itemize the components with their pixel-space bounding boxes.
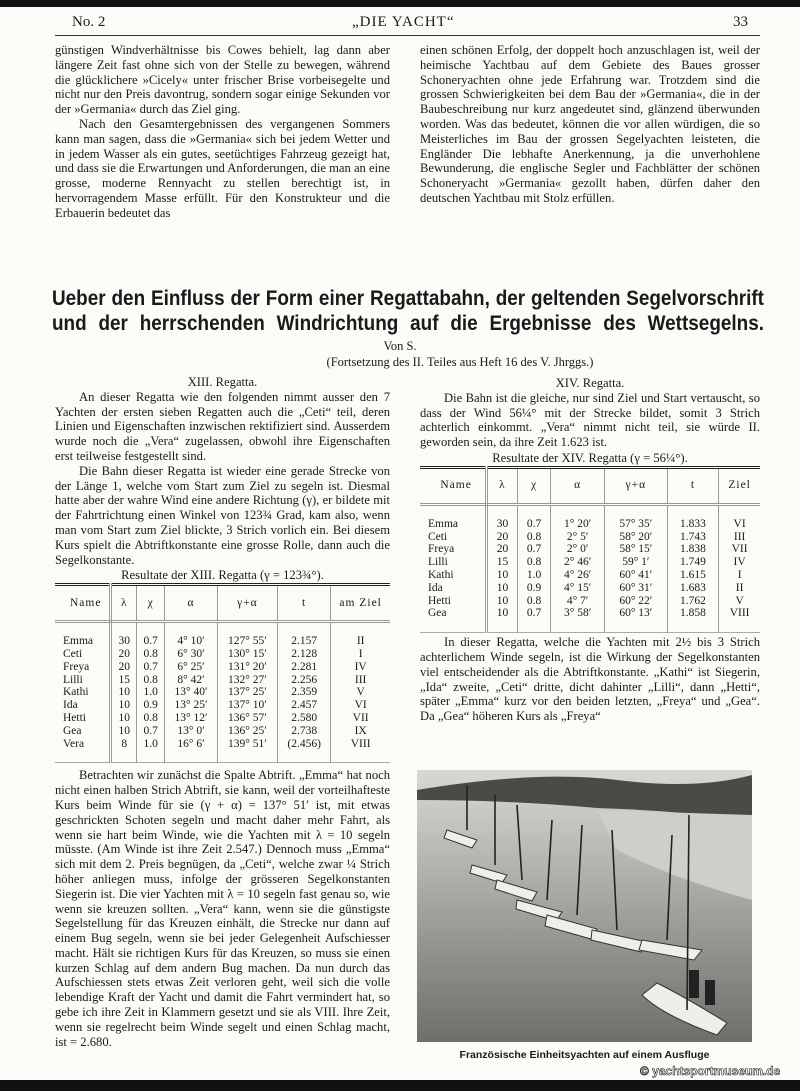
- table-cell: 30: [487, 504, 518, 530]
- table-cell: 1° 20′: [551, 504, 605, 530]
- table-cell: 2° 5′: [551, 531, 605, 544]
- table-cell: 6° 25′: [165, 661, 218, 674]
- table-cell: 10: [487, 595, 518, 608]
- table-cell: 8: [111, 738, 137, 763]
- table-cell: 1.743: [667, 531, 719, 544]
- table-cell: 2.281: [277, 661, 330, 674]
- table-cell: IV: [719, 556, 760, 569]
- table-cell: 4° 10′: [165, 622, 218, 648]
- table-cell: VI: [719, 504, 760, 530]
- table-cell: Hetti: [55, 712, 111, 725]
- table-cell: Freya: [55, 661, 111, 674]
- table-cell: 58° 15′: [604, 543, 667, 556]
- header-rule: [55, 35, 760, 36]
- table-cell: 0.8: [517, 556, 551, 569]
- table-row: [420, 582, 760, 595]
- table-cell: 130° 15′: [217, 648, 277, 661]
- table-cell: 0.7: [137, 622, 165, 648]
- table-cell: 0.7: [137, 725, 165, 738]
- table-caption: Resultate der XIV. Regatta (γ = 56¼°).: [492, 450, 688, 465]
- photo-caption: Französische Einheitsyachten auf einem Ausfluge: [459, 1049, 710, 1061]
- table-cell: Ida: [55, 699, 111, 712]
- column-header: t: [667, 467, 719, 504]
- table-cell: 1.858: [667, 607, 719, 632]
- table-cell: 57° 35′: [604, 504, 667, 530]
- column-header: Name: [420, 467, 487, 504]
- table-cell: Vera: [55, 738, 111, 763]
- table-cell: 1.833: [667, 504, 719, 530]
- table-cell: Hetti: [420, 595, 487, 608]
- table-cell: 13° 12′: [165, 712, 218, 725]
- table-caption: Resultate der XIII. Regatta (γ = 123¾°).: [121, 568, 324, 583]
- table-cell: 0.8: [137, 648, 165, 661]
- table-cell: 0.7: [517, 504, 551, 530]
- table-cell: 137° 25′: [217, 686, 277, 699]
- table-cell: 137° 10′: [217, 699, 277, 712]
- column-header: χ: [137, 585, 165, 622]
- column-header: α: [165, 585, 218, 622]
- table-cell: Kathi: [55, 686, 111, 699]
- table-cell: 13° 40′: [165, 686, 218, 699]
- table-cell: Ida: [420, 582, 487, 595]
- table-row: [55, 648, 390, 661]
- column-header: γ+α: [217, 585, 277, 622]
- table-row: [55, 661, 390, 674]
- table-cell: 8° 42′: [165, 674, 218, 687]
- top-right-column: [420, 43, 760, 206]
- table-row: [55, 622, 390, 648]
- table-cell: 2° 46′: [551, 556, 605, 569]
- table-cell: 2.256: [277, 674, 330, 687]
- table-cell: 15: [111, 674, 137, 687]
- table-cell: 0.8: [137, 712, 165, 725]
- table-cell: 0.9: [517, 582, 551, 595]
- table-row: [420, 607, 760, 632]
- table-cell: 1.683: [667, 582, 719, 595]
- table-cell: 10: [111, 712, 137, 725]
- table-row: [55, 725, 390, 738]
- table-row: [55, 738, 390, 763]
- table-row: [420, 543, 760, 556]
- paragraph: Die Bahn dieser Regatta ist wieder eine gerade Strecke von der Länge 1, welche vom Start zum Ziel zu segeln ist. Diesmal hatte aber der wahre Wind eine andere Richtung (γ), er bildete mit der Fahrtrichtung einen Winkel von 123¾ Grad, kam also, wenn man vom Start zum Ziel blickte, 3 Strich vorlich ein. Bei diesem Kurs spielt die Abtriftkonstante eine grosse Rolle, dann auch die Segelkonstante.: [55, 463, 390, 567]
- table-cell: II: [331, 622, 390, 648]
- table-cell: 136° 57′: [217, 712, 277, 725]
- table-cell: VII: [331, 712, 390, 725]
- table-cell: 4° 15′: [551, 582, 605, 595]
- table-cell: VIII: [331, 738, 390, 763]
- table-row: [55, 674, 390, 687]
- table-cell: Kathi: [420, 569, 487, 582]
- table-cell: 0.8: [517, 595, 551, 608]
- table-cell: 58° 20′: [604, 531, 667, 544]
- column-header: γ+α: [604, 467, 667, 504]
- table-cell: 2.359: [277, 686, 330, 699]
- table-cell: IV: [331, 661, 390, 674]
- table-cell: 0.7: [517, 543, 551, 556]
- column-header: Name: [55, 585, 111, 622]
- table-cell: 30: [111, 622, 137, 648]
- table-cell: 59° 1′: [604, 556, 667, 569]
- table-cell: 10: [487, 582, 518, 595]
- table-cell: VII: [719, 543, 760, 556]
- table-row: [55, 686, 390, 699]
- table-cell: Emma: [420, 504, 487, 530]
- table-cell: 131° 20′: [217, 661, 277, 674]
- table-cell: 139° 51′: [217, 738, 277, 763]
- table-cell: Ceti: [55, 648, 111, 661]
- table-cell: 1.838: [667, 543, 719, 556]
- table-cell: 10: [487, 607, 518, 632]
- table-cell: 13° 25′: [165, 699, 218, 712]
- table-row: [420, 556, 760, 569]
- table-cell: 10: [111, 725, 137, 738]
- table-cell: 20: [111, 661, 137, 674]
- table-cell: 2.580: [277, 712, 330, 725]
- column-header: λ: [111, 585, 137, 622]
- table-cell: 1.0: [137, 738, 165, 763]
- table-cell: 2.128: [277, 648, 330, 661]
- table-row: [420, 504, 760, 530]
- table-cell: I: [719, 569, 760, 582]
- table-cell: 10: [111, 699, 137, 712]
- table-cell: 13° 0′: [165, 725, 218, 738]
- table-cell: 127° 55′: [217, 622, 277, 648]
- article-title: Ueber den Einfluss der Form einer Regattabahn, der geltenden Segelvorschrift und der herrschenden Windrichtung auf die Ergebnisse des Wettsegelns.: [52, 286, 764, 335]
- table-cell: 1.615: [667, 569, 719, 582]
- column-header: α: [551, 467, 605, 504]
- column-header: t: [277, 585, 330, 622]
- table-cell: Gea: [420, 607, 487, 632]
- paragraph: An dieser Regatta wie den folgenden nimmt ausser den 7 Yachten der ersten sieben Regatten auch die „Ceti“ teil, deren Linien und Eigenschaften inzwischen rektifiziert sind. Ausserdem wurde noch die „Vera“ zugelassen, obwohl ihre Eigenschaften erst teilweise festgestellt sind.: [55, 389, 390, 463]
- table-cell: 4° 7′: [551, 595, 605, 608]
- table-cell: 0.7: [137, 661, 165, 674]
- table-row: [55, 699, 390, 712]
- table-cell: 16° 6′: [165, 738, 218, 763]
- article-author: Von S.: [383, 339, 417, 353]
- paragraph: Betrachten wir zunächst die Spalte Abtrift. „Emma“ hat noch nicht einen halben Strich Abtrift, sie kann, weil der vorteilhafteste Kurs beim Winde für sie (γ + α) = 137° 51′ ist, mit etwas geschrickten Schoten segeln und macht daher mehr Fahrt, als wenn sie hart beim Winde, wie die Yachten mit λ = 10 segeln müsste. (Am Winde ist ihre Zeit 2.547.) Dennoch muss „Emma“ sich mit dem 2. Preis begnügen, da „Ceti“, welche zwar ¼ Strich höher anliegen muss, infolge der grösseren Segelkonstanten Siegerin ist. Die vier Yachten mit λ = 10 segeln fast genau so, wie wenn sie kreuzen sollten. „Vera“ kann, wenn sie die günstigste Segelstellung für das Kreuzen einhält, die Strecke nur dann auf einem Bug segeln, wenn sie bei jeder Gelegenheit Aufschiesser macht. Hält sie richtigen Kurs für das Kreuzen, so muss sie einen kurzen Schlag auf dem andern Bug machen. Da nun durch das Aufschiessen stets etwas Zeit verloren geht, weil sich die volle lebendige Kraft der Yacht und damit die Fahrt vermindert hat, so gebe ich ihre Zeit in Klammern gesetzt und sie als VIII. Ihre Zeit, wenn sie regelrecht beim Winde segelt und einen Schlag macht, ist = 2.680.: [55, 768, 390, 1049]
- paragraph: In dieser Regatta, welche die Yachten mit 2½ bis 3 Strich achterlichem Winde segeln, ist die Wirkung der Segelkonstanten viel entscheidender als die Abtriftkonstante. „Kathi“ ist Siegerin, „Ida“ zweite, „Ceti“ dritte, dicht dahinter „Lilli“, dann „Hetti“, später „Emma“ kurz vor den beiden letzten, „Freya“ und „Gea“. Da „Gea“ höheren Kurs als „Freya“: [420, 635, 760, 724]
- table-row: [420, 531, 760, 544]
- section-heading: XIII. Regatta.: [187, 375, 258, 389]
- article-continuation: (Fortsetzung des II. Teiles aus Heft 16 des V. Jhrggs.): [326, 355, 594, 369]
- table-cell: 1.0: [137, 686, 165, 699]
- column-header: χ: [517, 467, 551, 504]
- photo-french-one-design-yachts: [417, 770, 752, 1042]
- table-cell: 15: [487, 556, 518, 569]
- table-row: [420, 569, 760, 582]
- paragraph: Die Bahn ist die gleiche, nur sind Ziel und Start vertauscht, so dass der Wind 56¼° mit der Strecke bildet, somit 3 Strich achterlich einkommt. „Vera“ nimmt nicht teil, sie würde II. geworden sein, da ihre Zeit 1.623 ist.: [420, 390, 760, 450]
- table-cell: Gea: [55, 725, 111, 738]
- top-left-column: [55, 43, 390, 221]
- table-cell: 1.762: [667, 595, 719, 608]
- table-cell: II: [719, 582, 760, 595]
- table-cell: 60° 31′: [604, 582, 667, 595]
- table-cell: 2° 0′: [551, 543, 605, 556]
- table-cell: 1.0: [517, 569, 551, 582]
- article-title-container: [52, 286, 764, 338]
- table-cell: Freya: [420, 543, 487, 556]
- table-cell: IX: [331, 725, 390, 738]
- table-cell: 1.749: [667, 556, 719, 569]
- table-cell: 10: [487, 569, 518, 582]
- results-table-xiii: [55, 583, 390, 763]
- section-heading: XIV. Regatta.: [555, 376, 625, 390]
- table-cell: 60° 13′: [604, 607, 667, 632]
- paragraph: einen schönen Erfolg, der doppelt hoch anzuschlagen ist, weil der heimische Yachtbau auf dem Gebiete des Baues grosser Schoneryachten ohne jede Erfahrung war. Trotzdem sind die grossen Schwierigkeiten bei dem Bau der »Germania«, die in der Baubeschreibung nur kurz angedeutet sind, glänzend überwunden worden. Was das bedeutet, können die vor allen würdigen, die so Meisterliches im Bau der grossen Segelyachten leisteten, die Engländer Die lebhafte Anerkennung, ja die unverhohlene Bewunderung, die englische Segler und Fachblätter der schönen Schoneryacht »Germania« gezollt haben, dürfen daher den deutschen Yachtbau mit Stolz erfüllen.: [420, 43, 760, 205]
- watermark: © yachtsportmuseum.de: [640, 1064, 781, 1078]
- table-cell: III: [719, 531, 760, 544]
- table-cell: Lilli: [420, 556, 487, 569]
- column-header: λ: [487, 467, 518, 504]
- table-cell: VIII: [719, 607, 760, 632]
- column-header: Ziel: [719, 467, 760, 504]
- table-cell: 2.157: [277, 622, 330, 648]
- table-cell: Lilli: [55, 674, 111, 687]
- table-cell: V: [719, 595, 760, 608]
- table-cell: 0.8: [517, 531, 551, 544]
- table-cell: 6° 30′: [165, 648, 218, 661]
- table-row: [420, 595, 760, 608]
- table-cell: Emma: [55, 622, 111, 648]
- column-header: am Ziel: [331, 585, 390, 622]
- journal-title: „DIE YACHT“: [352, 14, 455, 30]
- results-table-xiv: [420, 466, 760, 633]
- paragraph: Nach den Gesamtergebnissen des vergangenen Sommers kann man sagen, dass die »Germania« sich bei jedem Wetter und in jedem Wasser als ein gutes, seetüchtiges Fahrzeug gezeigt hat, und dass sie die Erwartungen und Anforderungen, die man an eine grosse, moderne Rennyacht zu stellen berechtigt ist, in hervorragendem Masse erfüllt. Für den Konstrukteur und die Erbauerin bedeutet das: [55, 116, 390, 220]
- page-number: 33: [733, 14, 748, 30]
- table-cell: 0.7: [517, 607, 551, 632]
- table-cell: 20: [487, 531, 518, 544]
- paragraph: günstigen Windverhältnisse bis Cowes behielt, lag dann aber längere Zeit fast ohne sich von der Stelle zu bewegen, während die glücklichere »Cicely« unter frischer Brise vorbeisegelte und nicht nur den Preis davontrug, sondern sogar einige Sekunden vor der »Germania« durch das Ziel ging.: [55, 43, 390, 117]
- table-cell: I: [331, 648, 390, 661]
- table-cell: 20: [487, 543, 518, 556]
- table-cell: 0.8: [137, 674, 165, 687]
- regatta13-section: [55, 375, 390, 1049]
- table-cell: 20: [111, 648, 137, 661]
- issue-number: No. 2: [72, 14, 106, 30]
- table-cell: III: [331, 674, 390, 687]
- scan-border-bottom: [0, 1080, 800, 1091]
- table-cell: 0.9: [137, 699, 165, 712]
- scan-border-top: [0, 0, 800, 7]
- table-cell: 2.738: [277, 725, 330, 738]
- regatta14-section: [420, 376, 760, 724]
- table-cell: 136° 25′: [217, 725, 277, 738]
- table-cell: 2.457: [277, 699, 330, 712]
- table-cell: VI: [331, 699, 390, 712]
- table-cell: 132° 27′: [217, 674, 277, 687]
- table-cell: (2.456): [277, 738, 330, 763]
- table-cell: Ceti: [420, 531, 487, 544]
- table-cell: 60° 22′: [604, 595, 667, 608]
- table-cell: 10: [111, 686, 137, 699]
- table-cell: 3° 58′: [551, 607, 605, 632]
- table-cell: V: [331, 686, 390, 699]
- table-cell: 4° 26′: [551, 569, 605, 582]
- table-cell: 60° 41′: [604, 569, 667, 582]
- table-row: [55, 712, 390, 725]
